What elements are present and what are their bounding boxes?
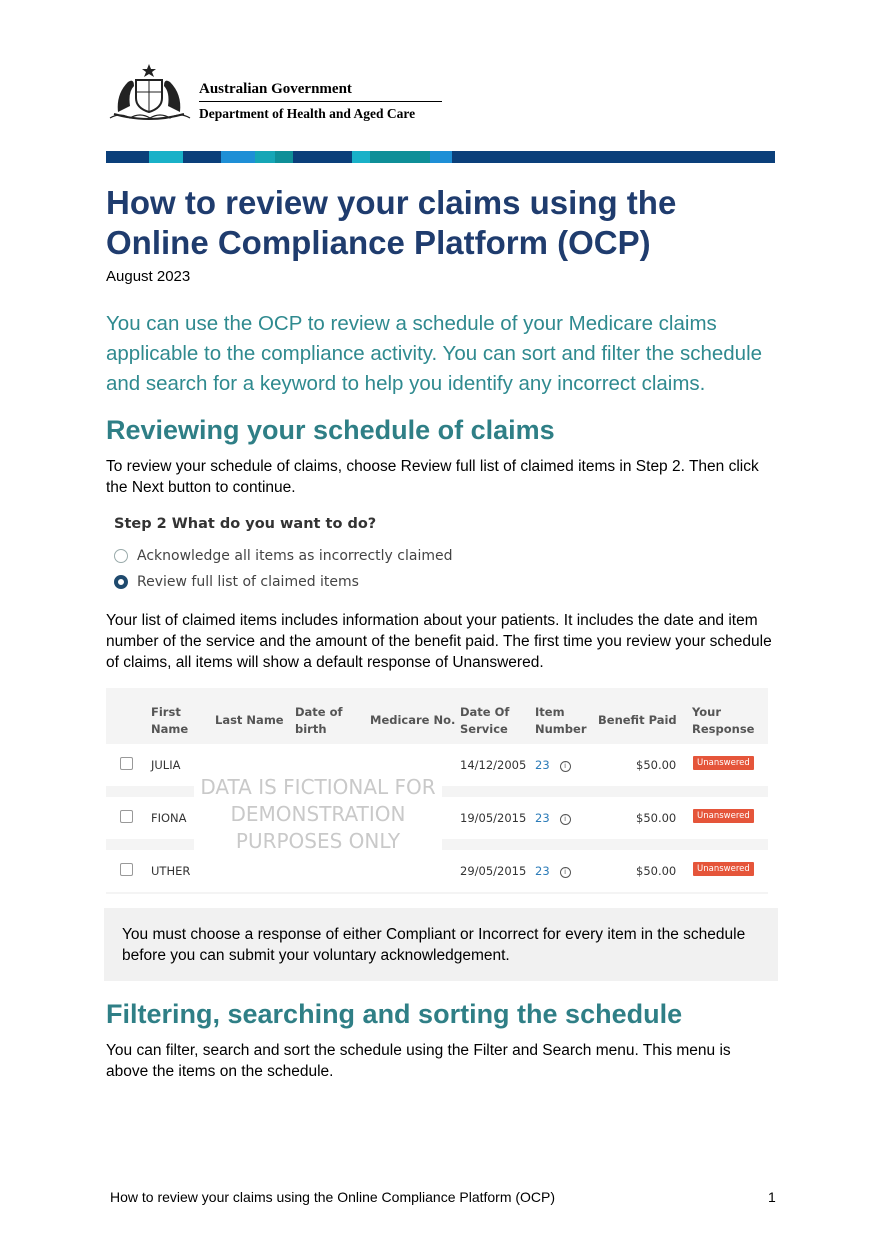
header-last-name[interactable] <box>215 712 284 729</box>
stripe-segment <box>221 151 255 163</box>
info-icon[interactable]: i <box>560 867 571 878</box>
status-badge: Unanswered <box>693 862 754 876</box>
stripe-segment <box>275 151 293 163</box>
publication-date: August 2023 <box>106 268 191 285</box>
note-text: You must choose a response of either Compliant or Incorrect for every item in the schedule before you can submit your voluntary acknowledgement. <box>122 926 746 964</box>
header-medicare-no[interactable] <box>370 712 455 729</box>
section-heading-reviewing: Reviewing your schedule of claims <box>106 415 555 445</box>
item-number-cell <box>535 864 571 878</box>
header-line: Date Of <box>460 705 510 719</box>
government-branding <box>199 80 449 122</box>
first-name-cell: FIONA <box>151 811 187 825</box>
header-line: Number <box>535 722 587 736</box>
radio-selected-icon[interactable] <box>114 575 128 589</box>
note-box <box>104 908 778 981</box>
header-line: Medicare No. <box>370 713 456 727</box>
stripe-segment <box>255 151 275 163</box>
option-label: Review full list of claimed items <box>137 574 359 590</box>
row-checkbox[interactable] <box>120 757 133 770</box>
item-number-link[interactable]: 23 <box>535 811 550 825</box>
benefit-cell: $50.00 <box>636 758 677 772</box>
status-badge: Unanswered <box>693 756 754 770</box>
header-date-of-birth[interactable] <box>295 704 343 738</box>
stripe-segment <box>430 151 452 163</box>
service-date-cell: 19/05/2015 <box>460 811 527 825</box>
header-date-of-service[interactable] <box>460 704 509 738</box>
stripe-segment <box>352 151 370 163</box>
header-line: Last Name <box>215 713 284 727</box>
reviewing-instructions: To review your schedule of claims, choose Review full list of claimed items in Step 2. Then click the Next button to continue. <box>106 458 759 496</box>
coat-of-arms-icon <box>106 62 192 126</box>
intro-paragraph: You can use the OCP to review a schedule of your Medicare claims applicable to the compliance activity. You can sort and filter the schedule and search for a keyword to help you identify any incorrect claims. <box>106 312 763 395</box>
fictional-data-watermark <box>194 774 442 855</box>
row-checkbox[interactable] <box>120 863 133 876</box>
stripe-segment <box>370 151 430 163</box>
benefit-cell: $50.00 <box>636 811 677 825</box>
filtering-instructions: You can filter, search and sort the schedule using the Filter and Search menu. This menu is above the items on the schedule. <box>106 1042 731 1080</box>
stripe-segment <box>149 151 183 163</box>
step-2-title: Step 2 What do you want to do? <box>114 516 377 532</box>
status-badge: Unanswered <box>693 809 754 823</box>
header-line: birth <box>295 722 327 736</box>
info-icon[interactable]: i <box>560 761 571 772</box>
benefit-cell: $50.00 <box>636 864 677 878</box>
watermark-line: DEMONSTRATION <box>230 802 406 826</box>
header-line: Your <box>692 705 722 719</box>
option-label: Acknowledge all items as incorrectly claimed <box>137 548 453 564</box>
department-name: Department of Health and Aged Care <box>199 106 416 121</box>
header-color-stripe <box>106 151 775 163</box>
header-item-number[interactable] <box>535 704 587 738</box>
item-number-link[interactable]: 23 <box>535 864 550 878</box>
service-date-cell: 14/12/2005 <box>460 758 527 772</box>
claims-table <box>106 688 768 894</box>
info-icon[interactable]: i <box>560 814 571 825</box>
option-review-full-list[interactable] <box>114 574 359 590</box>
header-line: Service <box>460 722 508 736</box>
item-number-cell <box>535 758 571 772</box>
section-heading-filtering: Filtering, searching and sorting the schedule <box>106 999 683 1029</box>
option-acknowledge-all[interactable] <box>114 548 452 564</box>
page-number: 1 <box>768 1189 776 1205</box>
header-line: First <box>151 705 181 719</box>
first-name-cell: UTHER <box>151 864 191 878</box>
header-first-name[interactable] <box>151 704 188 738</box>
header-line: Name <box>151 722 189 736</box>
watermark-line: DATA IS FICTIONAL FOR <box>200 775 436 799</box>
service-date-cell: 29/05/2015 <box>460 864 527 878</box>
header-line: Date of <box>295 705 343 719</box>
header-benefit-paid[interactable] <box>598 712 677 729</box>
footer-text: How to review your claims using the Online Compliance Platform (OCP) <box>110 1189 556 1205</box>
radio-unselected-icon[interactable] <box>114 549 128 563</box>
header-line: Benefit Paid <box>598 713 677 727</box>
watermark-line: PURPOSES ONLY <box>235 829 401 853</box>
item-number-cell <box>535 811 571 825</box>
branding-divider <box>199 101 442 102</box>
header-line: Item <box>535 705 565 719</box>
header-line: Response <box>692 722 755 736</box>
page-title: How to review your claims using the Online Compliance Platform (OCP) <box>106 184 677 261</box>
government-name: Australian Government <box>199 81 352 97</box>
header-your-response[interactable] <box>692 704 754 738</box>
claimed-items-description: Your list of claimed items includes information about your patients. It includes the date and item number of the service and the amount of the benefit paid. The first time you review your schedule of claims, all items will show a default response of Unanswered. <box>106 612 772 671</box>
row-checkbox[interactable] <box>120 810 133 823</box>
item-number-link[interactable]: 23 <box>535 758 550 772</box>
first-name-cell: JULIA <box>151 758 181 772</box>
